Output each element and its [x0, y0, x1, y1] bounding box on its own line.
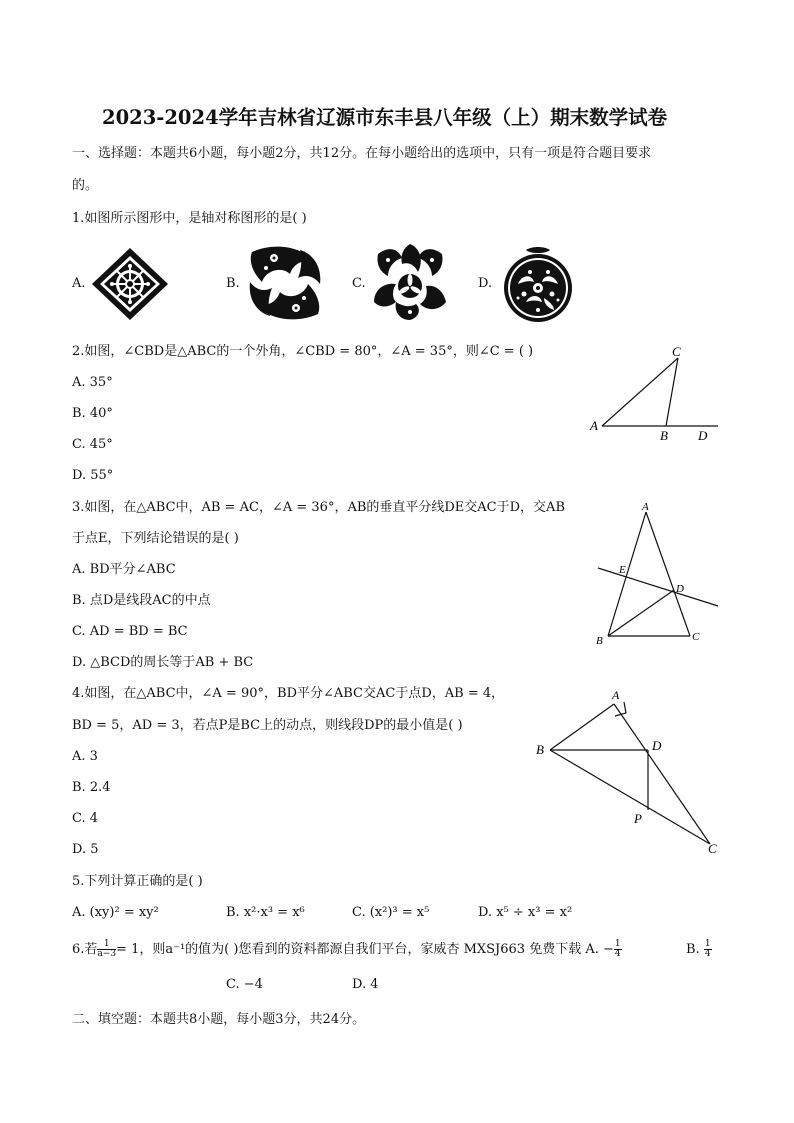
q5-option-b: B. x²·x³ = x⁶ — [226, 905, 305, 920]
q2-label-a: A — [590, 418, 598, 433]
q5-option-c: C. (x²)³ = x⁵ — [352, 905, 430, 920]
q6-option-a-numerator: 1 — [614, 939, 621, 949]
q6-option-b-label: B. — [686, 942, 700, 957]
q6-fraction-numerator: 1 — [97, 940, 116, 950]
q6-option-a-fraction — [614, 940, 622, 959]
q2-option-a: A. 35° — [72, 375, 113, 390]
q5-option-a: A. (xy)² = xy² — [72, 905, 159, 920]
q1-option-b: B. — [226, 276, 240, 291]
q6-option-b-numerator: 1 — [704, 939, 711, 949]
q4-stem-line2: BD = 5，AD = 3，若点P是BC上的动点，则线段DP的最小值是( ) — [72, 718, 463, 733]
section-1-instructions-line2: 的。 — [72, 178, 99, 193]
q6-option-a-denominator: 4 — [614, 949, 621, 959]
q4-label-b: B — [536, 742, 544, 757]
q6-prefix: 6.若 — [72, 942, 98, 957]
q1-stem: 1.如图所示图形中，是轴对称图形的是( ) — [72, 211, 307, 226]
q3-label-c: C — [692, 631, 700, 643]
q6-middle-text: = 1，则a⁻¹的值为( )您看到的资料都源自我们平台，家威杏 MXSJ663 免费下载 A. − — [116, 942, 614, 957]
q6-option-b-denominator: 4 — [704, 949, 711, 959]
q3-stem-line1: 3.如图，在△ABC中，AB = AC，∠A = 36°，AB的垂直平分线DE交AC于D，交AB — [72, 500, 565, 515]
q2-label-c: C — [672, 344, 681, 359]
q6-option-c: C. −4 — [226, 977, 263, 992]
q2-option-d: D. 55° — [72, 468, 114, 483]
square-lattice-papercut-icon — [90, 246, 170, 322]
q5-option-d: D. x⁵ ÷ x³ = x² — [478, 905, 573, 920]
q6-option-d: D. 4 — [352, 977, 379, 992]
q3-triangle-figure — [590, 500, 724, 648]
q4-right-triangle-figure — [534, 686, 724, 858]
q6-fraction-denominator: a−3 — [97, 949, 117, 959]
q4-label-p: P — [634, 811, 642, 826]
q4-stem-line1: 4.如图，在△ABC中，∠A = 90°，BD平分∠ABC交AC于点D，AB = 4， — [72, 686, 505, 701]
q1-option-c: C. — [352, 276, 366, 291]
q4-label-d: D — [652, 738, 662, 753]
q3-stem-line2: 于点E，下列结论错误的是( ) — [72, 531, 239, 546]
q2-option-b: B. 40° — [72, 406, 113, 421]
q4-label-c: C — [708, 841, 717, 856]
q3-label-e: E — [619, 564, 626, 576]
q6-option-b — [686, 940, 712, 959]
q6-stem — [72, 940, 622, 959]
q4-option-b: B. 2.4 — [72, 780, 111, 795]
round-flower-papercut-icon — [496, 244, 580, 324]
q3-label-d: D — [676, 583, 684, 595]
q3-option-b: B. 点D是线段AC的中点 — [72, 593, 211, 608]
q1-option-d: D. — [478, 276, 493, 291]
q3-label-b: B — [596, 635, 603, 647]
section-2-instructions: 二、填空题：本题共8小题，每小题3分，共24分。 — [72, 1012, 366, 1027]
q3-option-a: A. BD平分∠ABC — [72, 562, 176, 577]
twin-fish-papercut-icon — [244, 240, 326, 326]
three-fish-papercut-icon — [368, 240, 452, 324]
q1-option-a: A. — [72, 276, 86, 291]
q3-label-a: A — [642, 501, 649, 513]
section-1-instructions-line1: 一、选择题：本题共6小题，每小题2分，共12分。在每小题给出的选项中，只有一项是符合题目要求 — [72, 146, 652, 161]
q2-stem: 2.如图，∠CBD是△ABC的一个外角，∠CBD = 80°，∠A = 35°，则∠C = ( ) — [72, 344, 534, 359]
q2-label-b: B — [660, 428, 668, 443]
q4-option-d: D. 5 — [72, 842, 99, 857]
q4-label-a: A — [612, 688, 620, 702]
q6-option-b-fraction — [704, 940, 712, 959]
q6-fraction — [97, 940, 116, 959]
page-title: 2023-2024学年吉林省辽源市东丰县八年级（上）期末数学试卷 — [102, 106, 668, 129]
q3-option-c: C. AD = BD = BC — [72, 624, 188, 639]
q2-triangle-figure — [588, 342, 722, 446]
q4-option-a: A. 3 — [72, 749, 98, 764]
q5-stem: 5.下列计算正确的是( ) — [72, 874, 203, 889]
q3-option-d: D. △BCD的周长等于AB + BC — [72, 655, 254, 670]
q4-option-c: C. 4 — [72, 811, 99, 826]
q2-label-d: D — [698, 428, 708, 443]
q2-option-c: C. 45° — [72, 437, 113, 452]
